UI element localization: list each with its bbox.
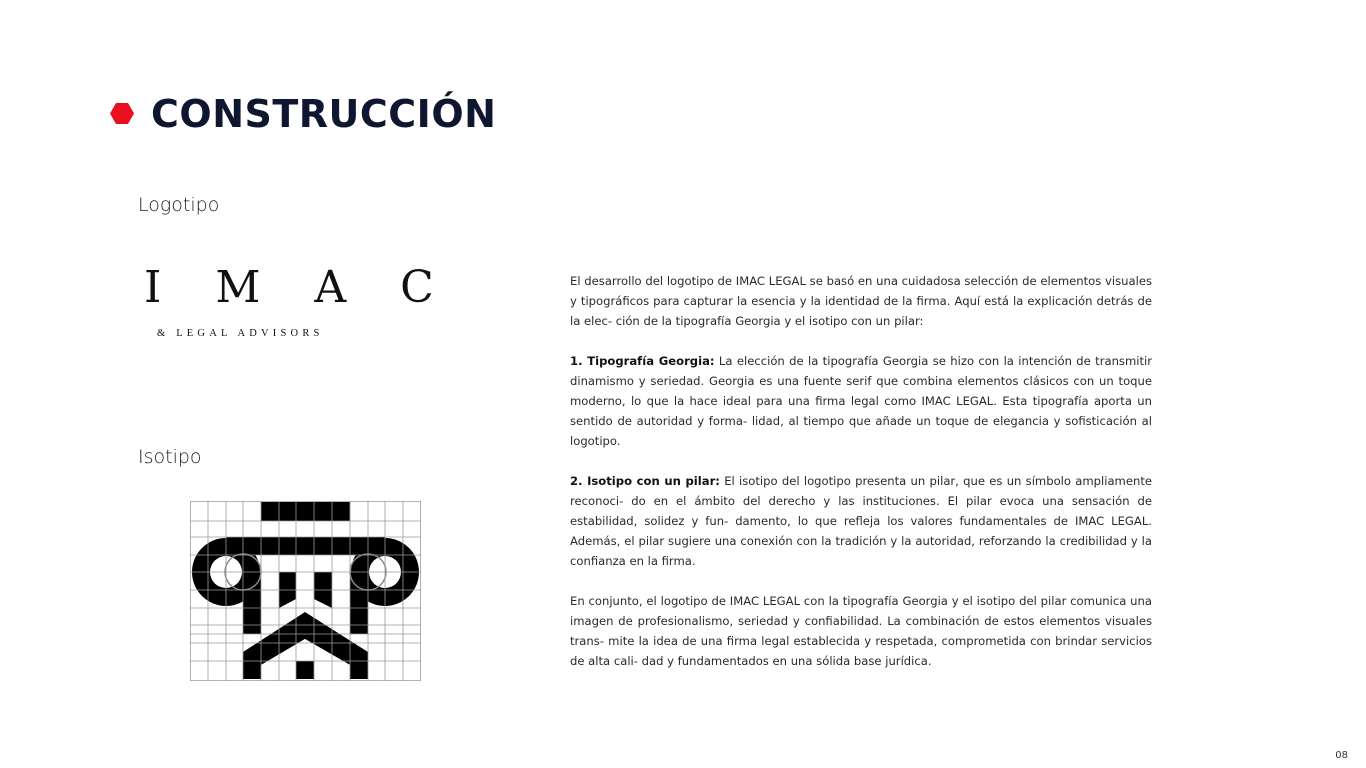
- isotipo-section-label: Isotipo: [138, 446, 202, 468]
- point2-paragraph: [570, 471, 1152, 571]
- page-title: CONSTRUCCIÓN: [151, 92, 497, 136]
- point2-text: El isotipo del logotipo presenta un pilar, que es un símbolo ampliamente reconoci- do en el ámbito del derecho y las instituciones. El pilar evoca una sensación de estabilidad, solidez y fun- damento, lo que refleja los valores fundamentales de IMAC LEGAL. Además, el pilar sugiere una conexión con la tradición y la autoridad, reforzando la credibilidad y la confianza en la firma.: [570, 474, 1152, 568]
- logotipo-section-label: Logotipo: [138, 194, 220, 216]
- description-text: [570, 271, 1152, 691]
- imac-logo: [140, 262, 454, 344]
- point2-heading: 2. Isotipo con un pilar:: [570, 474, 720, 488]
- intro-paragraph: El desarrollo del logotipo de IMAC LEGAL se basó en una cuidadosa selección de elementos visuales y tipográficos para capturar la esencia y la identidad de la firma. Aquí está la explicación detrás de la elec- ción de la tipografía Georgia y el isotipo con un pilar:: [570, 274, 1152, 328]
- point1-text: La elección de la tipografía Georgia se hizo con la intención de transmitir dinamismo y seriedad. Georgia es una fuente serif que combina elementos clásicos con un toque moderno, lo que la hace ideal para una firma legal como IMAC LEGAL. Esta tipografía aporta un sentido de autoridad y forma- lidad, al tiempo que añade un toque de elegancia y sofisticación al logotipo.: [570, 354, 1153, 448]
- hexagon-bullet-icon: [110, 103, 134, 124]
- pillar-isotipo-grid: [190, 501, 421, 681]
- page-number: 08: [1335, 750, 1348, 761]
- logo-tagline: & LEGAL ADVISORS: [157, 328, 324, 339]
- logo-wordmark: I M A C: [144, 262, 454, 313]
- point1-heading: 1. Tipografía Georgia:: [570, 354, 715, 368]
- conclusion-paragraph: En conjunto, el logotipo de IMAC LEGAL con la tipografía Georgia y el isotipo del pilar comunica una imagen de profesionalismo, seriedad y confiabilidad. La combinación de estos elementos visuales trans- mite la idea de una firma legal establecida y respetada, comprometida con brindar servicios de alta cali- dad y fundamentados en una sólida base jurídica.: [570, 594, 1152, 668]
- point1-paragraph: [570, 351, 1152, 451]
